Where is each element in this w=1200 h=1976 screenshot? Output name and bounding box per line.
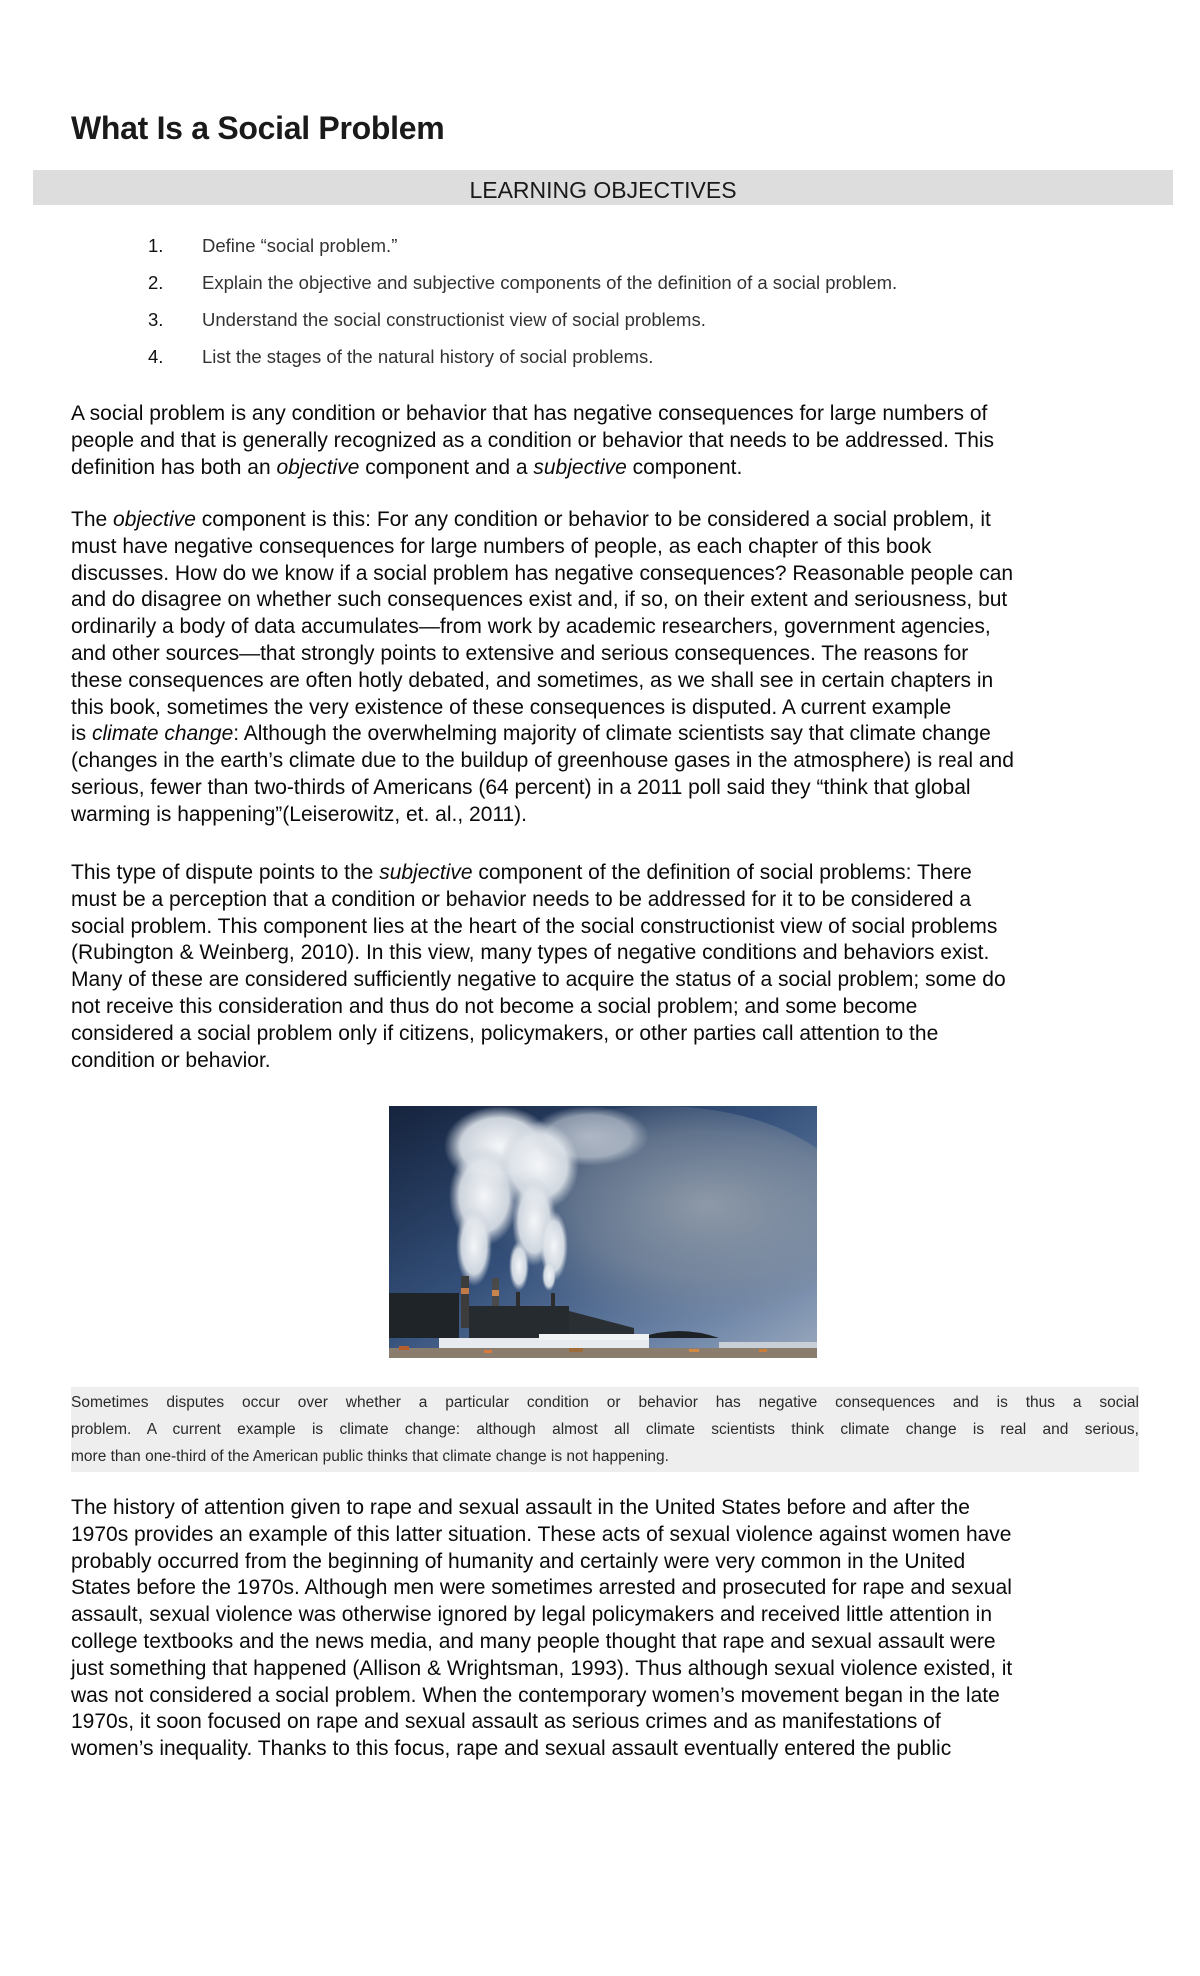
text-line: Many of these are considered sufficiently negative to acquire the status of a social problem; some do: [71, 968, 1006, 992]
text-line: and do disagree on whether such consequences exist and, if so, on their extent and seriousness, but: [71, 588, 1008, 612]
text-line: condition or behavior.: [71, 1048, 271, 1072]
text-line: assault, sexual violence was otherwise ignored by legal policymakers and received little attention in: [71, 1603, 992, 1627]
text-run: component.: [626, 455, 743, 479]
text-line: warming is happening”(Leiserowitz, et. al., 2011).: [71, 802, 528, 826]
text-line: States before the 1970s. Although men were sometimes arrested and prosecuted for rape and sexual: [71, 1576, 1012, 1600]
text-run: is: [71, 722, 92, 746]
text-line: people and that is generally recognized as a condition or behavior that needs to be addressed. This: [71, 428, 995, 452]
learning-objectives-heading: LEARNING OBJECTIVES: [33, 170, 1173, 205]
text-line: The history of attention given to rape and sexual assault in the United States before and after the: [71, 1496, 970, 1519]
paragraph-objective-component: [71, 507, 1014, 829]
italic-term-objective: objective: [113, 508, 196, 531]
text-line: college textbooks and the news media, and many people thought that rape and sexual assault were: [71, 1629, 996, 1653]
paragraph-definition: [71, 401, 994, 481]
text-line: must have negative consequences for large numbers of people, as each chapter of this book: [71, 534, 932, 558]
text-line: women’s inequality. Thanks to this focus, rape and sexual assault eventually entered the public: [71, 1737, 952, 1761]
text-line: discusses. How do we know if a social problem has negative consequences? Reasonable people can: [71, 561, 1014, 585]
text-run: The: [71, 508, 114, 531]
text-line: not receive this consideration and thus do not become a social problem; and some become: [71, 994, 918, 1018]
text-run: component is this: For any condition or behavior to be considered a social problem, it: [195, 508, 991, 531]
text-line: probably occurred from the beginning of humanity and certainly were very common in the United: [71, 1549, 966, 1573]
text-line: (changes in the earth’s climate due to the buildup of greenhouse gases in the atmosphere) is real and: [71, 749, 1014, 773]
paragraph-subjective-component: [71, 860, 1006, 1074]
text-line: 1970s provides an example of this latter situation. These acts of sexual violence against women have: [71, 1522, 1012, 1546]
text-line: was not considered a social problem. When the contemporary women’s movement began in the late: [71, 1683, 1000, 1707]
text-line: these consequences are often hotly debated, and sometimes, as we shall see in certain chapters in: [71, 668, 994, 692]
italic-term-climate-change: climate change: [92, 722, 234, 746]
factory-illustration: [389, 1106, 817, 1358]
caption-line: Sometimes disputes occur over whether a particular condition or behavior has negative consequences and is thus a social: [71, 1394, 1139, 1411]
factory-smokestacks-image: [389, 1106, 817, 1358]
text-line: serious, fewer than two-thirds of Americans (64 percent) in a 2011 poll said they “think that global: [71, 775, 971, 799]
caption-line: problem. A current example is climate change: although almost all climate scientists think climate change is real and serious,: [71, 1421, 1139, 1438]
objective-text: Explain the objective and subjective components of the definition of a social problem.: [202, 272, 898, 293]
objective-text: Understand the social constructionist view of social problems.: [202, 309, 706, 330]
text-run: component and a: [359, 455, 534, 479]
objective-text: Define “social problem.”: [202, 235, 398, 256]
text-run: definition has both an: [71, 455, 277, 479]
text-line: 1970s, it soon focused on rape and sexual assault as serious crimes and as manifestations of: [71, 1710, 941, 1734]
text-run: : Although the overwhelming majority of climate scientists say that climate change: [233, 722, 991, 746]
objective-number: 2.: [148, 272, 164, 293]
text-run: This type of dispute points to the: [71, 861, 380, 884]
page-title: What Is a Social Problem: [71, 110, 445, 146]
caption-line: more than one-third of the American public thinks that climate change is not happening.: [71, 1448, 669, 1465]
text-line: must be a perception that a condition or behavior needs to be addressed for it to be considered a: [71, 887, 972, 911]
objective-number: 1.: [148, 235, 164, 256]
italic-term-subjective: subjective: [533, 455, 627, 479]
text-line: just something that happened (Allison & Wrightsman, 1993). Thus although sexual violence existed, it: [71, 1656, 1013, 1680]
text-line: and other sources—that strongly points to extensive and serious consequences. The reasons for: [71, 641, 969, 665]
objective-number: 3.: [148, 309, 164, 330]
text-line: ordinarily a body of data accumulates—from work by academic researchers, government agencies,: [71, 615, 991, 639]
objective-text: List the stages of the natural history of social problems.: [202, 346, 654, 367]
text-line: social problem. This component lies at the heart of the social constructionist view of social problems: [71, 914, 998, 938]
paragraph-rape-sexual-assault-history: [71, 1495, 1012, 1763]
text-line: this book, sometimes the very existence of these consequences is disputed. A current example: [71, 695, 952, 719]
figure-caption: [71, 1387, 1139, 1472]
objective-number: 4.: [148, 346, 164, 367]
italic-term-subjective: subjective: [379, 861, 473, 884]
text-line: (Rubington & Weinberg, 2010). In this view, many types of negative conditions and behaviors exist.: [71, 941, 990, 965]
text-line: A social problem is any condition or behavior that has negative consequences for large numbers of: [71, 402, 988, 425]
text-line: considered a social problem only if citizens, policymakers, or other parties call attention to the: [71, 1021, 939, 1045]
text-run: component of the definition of social problems: There: [472, 861, 972, 884]
italic-term-objective: objective: [276, 455, 360, 479]
